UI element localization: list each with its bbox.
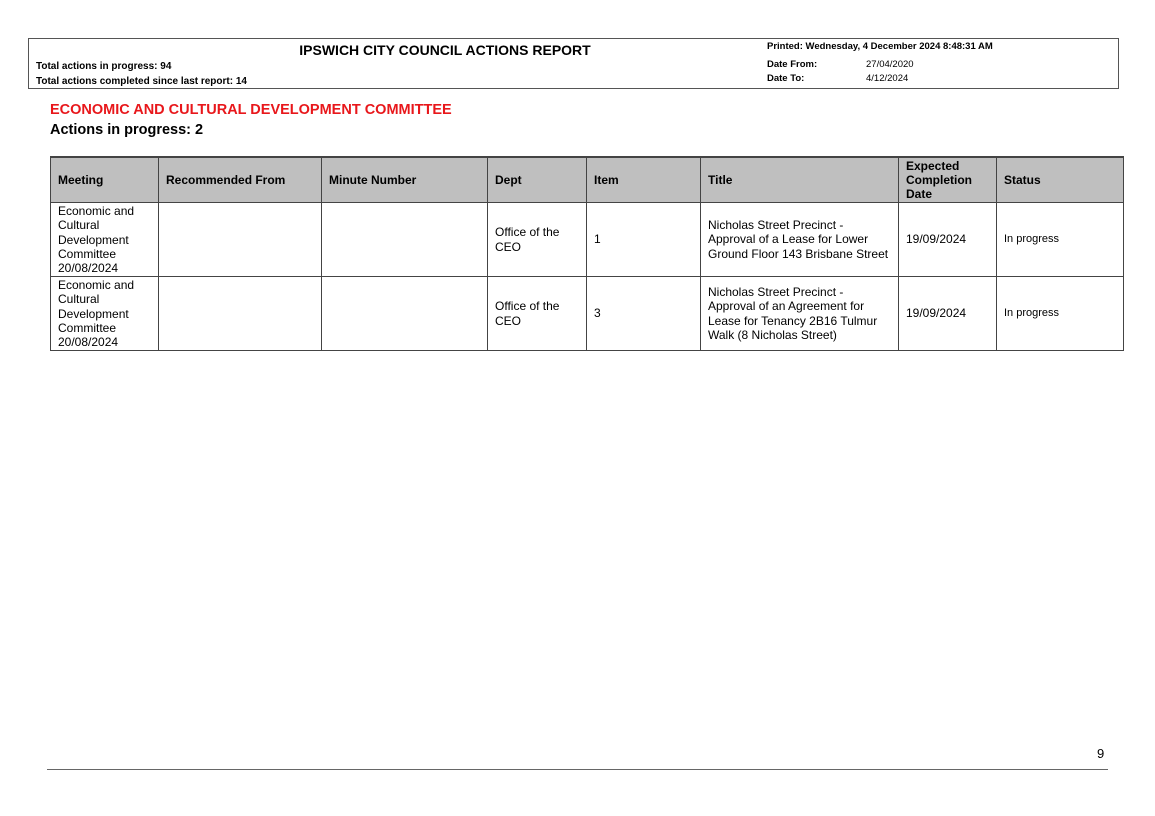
cell-recommended-from [159, 277, 322, 351]
date-from-value: 27/04/2020 [866, 59, 914, 70]
cell-recommended-from [159, 203, 322, 277]
column-header-status: Status [997, 157, 1124, 203]
cell-dept: Office of the CEO [488, 203, 587, 277]
table-row [51, 277, 1124, 351]
cell-title: Nicholas Street Precinct - Approval of a Lease for Lower Ground Floor 143 Brisbane Street [701, 203, 899, 277]
cell-minute-number [322, 277, 488, 351]
cell-item: 3 [587, 277, 701, 351]
cell-dept: Office of the CEO [488, 277, 587, 351]
cell-status: In progress [997, 277, 1124, 351]
table-header-row [51, 157, 1124, 203]
column-header-title: Title [701, 157, 899, 203]
table-row [51, 203, 1124, 277]
actions-in-progress-count: Actions in progress: 2 [50, 122, 204, 138]
column-header-meeting: Meeting [51, 157, 159, 203]
total-completed: Total actions completed since last report: 14 [36, 76, 247, 87]
actions-table [50, 156, 1124, 351]
total-in-progress: Total actions in progress: 94 [36, 61, 172, 72]
cell-item: 1 [587, 203, 701, 277]
cell-title: Nicholas Street Precinct - Approval of an Agreement for Lease for Tenancy 2B16 Tulmur Walk (8 Nicholas Street) [701, 277, 899, 351]
cell-meeting: Economic and Cultural Development Committee 20/08/2024 [51, 277, 159, 351]
committee-heading: ECONOMIC AND CULTURAL DEVELOPMENT COMMITTEE [50, 102, 452, 118]
page-number: 9 [1097, 746, 1105, 761]
column-header-dept: Dept [488, 157, 587, 203]
cell-status: In progress [997, 203, 1124, 277]
date-to-label: Date To: [767, 73, 805, 84]
column-header-expected-completion-date: Expected Completion Date [899, 157, 997, 203]
column-header-item: Item [587, 157, 701, 203]
cell-expected-completion-date: 19/09/2024 [899, 203, 997, 277]
printed-timestamp: Printed: Wednesday, 4 December 2024 8:48:31 AM [767, 41, 993, 52]
footer-divider [47, 769, 1108, 770]
date-to-value: 4/12/2024 [866, 73, 909, 84]
column-header-minute-number: Minute Number [322, 157, 488, 203]
report-title: IPSWICH CITY COUNCIL ACTIONS REPORT [299, 42, 591, 58]
report-header [28, 38, 1119, 89]
column-header-recommended-from: Recommended From [159, 157, 322, 203]
cell-meeting: Economic and Cultural Development Committee 20/08/2024 [51, 203, 159, 277]
date-from-label: Date From: [767, 59, 818, 70]
cell-expected-completion-date: 19/09/2024 [899, 277, 997, 351]
cell-minute-number [322, 203, 488, 277]
